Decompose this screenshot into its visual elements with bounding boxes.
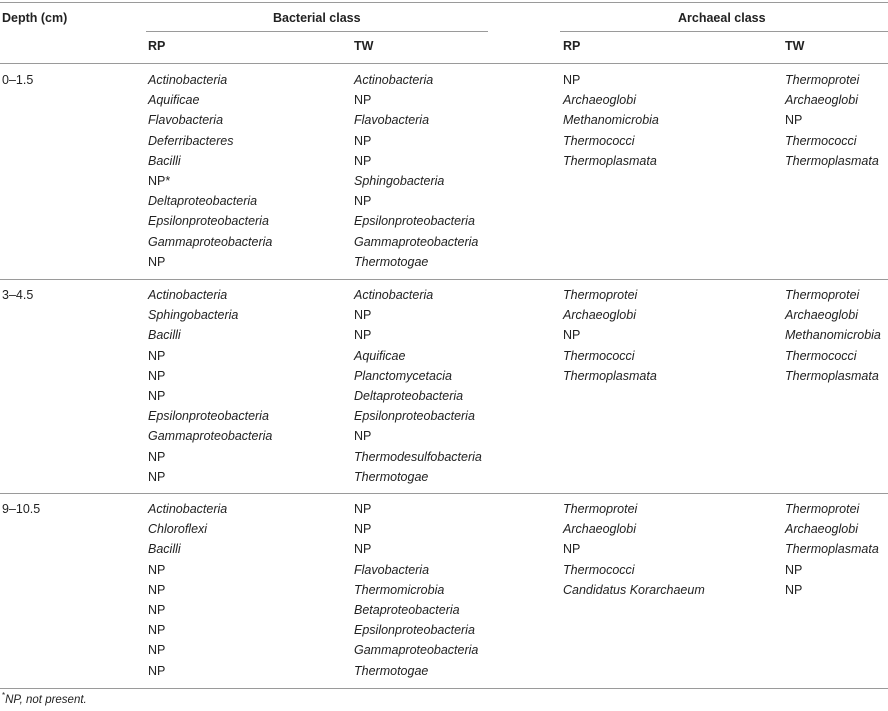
cell-bacterial-rp: NP bbox=[148, 664, 166, 678]
cell-bacterial-rp: NP* bbox=[148, 174, 171, 188]
cell-bacterial-tw: Sphingobacteria bbox=[354, 174, 445, 188]
cell-bacterial-rp: NP bbox=[148, 450, 166, 464]
cell-bacterial-tw: Thermotogae bbox=[354, 255, 429, 269]
cell-archaeal-rp: Candidatus Korarchaeum bbox=[563, 583, 705, 597]
cell-bacterial-rp: Deltaproteobacteria bbox=[148, 194, 258, 208]
archaeal-span-rule bbox=[560, 31, 888, 32]
bacterial-span-rule bbox=[146, 31, 488, 32]
cell-archaeal-tw: Archaeoglobi bbox=[785, 308, 858, 322]
footnote-text: NP, not present. bbox=[5, 694, 87, 706]
cell-bacterial-tw: Flavobacteria bbox=[354, 113, 430, 127]
cell-bacterial-tw: NP bbox=[354, 429, 372, 443]
cell-bacterial-rp: Bacilli bbox=[148, 542, 181, 556]
cell-bacterial-tw: Thermomicrobia bbox=[354, 583, 445, 597]
cell-bacterial-tw: Epsilonproteobacteria bbox=[354, 214, 475, 228]
cell-bacterial-tw: Deltaproteobacteria bbox=[354, 389, 464, 403]
cell-bacterial-rp: NP bbox=[148, 643, 166, 657]
cell-archaeal-tw: Thermoprotei bbox=[785, 288, 860, 302]
header-archaeal-class: Archaeal class bbox=[678, 11, 766, 25]
cell-archaeal-rp: Thermoprotei bbox=[563, 288, 638, 302]
group-separator-rule bbox=[0, 279, 888, 280]
cell-bacterial-tw: Epsilonproteobacteria bbox=[354, 409, 475, 423]
depth-label: 3–4.5 bbox=[2, 288, 34, 302]
cell-archaeal-tw: Methanomicrobia bbox=[785, 328, 881, 342]
cell-bacterial-rp: Aquificae bbox=[148, 93, 200, 107]
cell-bacterial-tw: Gammaproteobacteria bbox=[354, 235, 479, 249]
cell-bacterial-tw: Flavobacteria bbox=[354, 563, 430, 577]
table-top-rule bbox=[0, 2, 888, 3]
cell-bacterial-rp: Actinobacteria bbox=[148, 288, 228, 302]
cell-bacterial-rp: NP bbox=[148, 470, 166, 484]
cell-bacterial-rp: NP bbox=[148, 255, 166, 269]
cell-bacterial-rp: Chloroflexi bbox=[148, 522, 208, 536]
cell-archaeal-rp: Thermoplasmata bbox=[563, 369, 657, 383]
cell-bacterial-rp: Bacilli bbox=[148, 154, 181, 168]
subheader-bacterial-rp: RP bbox=[148, 39, 166, 53]
cell-archaeal-rp: Archaeoglobi bbox=[563, 93, 636, 107]
cell-bacterial-rp: Flavobacteria bbox=[148, 113, 224, 127]
cell-bacterial-rp: Bacilli bbox=[148, 328, 181, 342]
cell-archaeal-rp: Archaeoglobi bbox=[563, 522, 636, 536]
cell-bacterial-rp: Gammaproteobacteria bbox=[148, 235, 273, 249]
cell-bacterial-tw: Actinobacteria bbox=[354, 73, 434, 87]
header-bacterial-class: Bacterial class bbox=[273, 11, 361, 25]
cell-bacterial-tw: Gammaproteobacteria bbox=[354, 643, 479, 657]
footnote-marker: * bbox=[2, 691, 6, 701]
cell-bacterial-rp: NP bbox=[148, 349, 166, 363]
cell-bacterial-rp: NP bbox=[148, 369, 166, 383]
cell-bacterial-rp: Epsilonproteobacteria bbox=[148, 409, 269, 423]
cell-bacterial-tw: NP bbox=[354, 308, 372, 322]
cell-archaeal-rp: NP bbox=[563, 73, 581, 87]
cell-archaeal-rp: Thermoplasmata bbox=[563, 154, 657, 168]
cell-bacterial-rp: NP bbox=[148, 583, 166, 597]
cell-archaeal-rp: Archaeoglobi bbox=[563, 308, 636, 322]
cell-bacterial-rp: Actinobacteria bbox=[148, 502, 228, 516]
subheader-archaeal-rp: RP bbox=[563, 39, 581, 53]
cell-bacterial-tw: Thermodesulfobacteria bbox=[354, 450, 482, 464]
cell-archaeal-tw: Thermoplasmata bbox=[785, 542, 879, 556]
cell-bacterial-tw: NP bbox=[354, 93, 372, 107]
cell-archaeal-rp: Thermococci bbox=[563, 563, 635, 577]
header-depth: Depth (cm) bbox=[2, 11, 68, 25]
cell-archaeal-rp: NP bbox=[563, 542, 581, 556]
cell-bacterial-rp: Deferribacteres bbox=[148, 134, 234, 148]
cell-archaeal-tw: Thermoprotei bbox=[785, 73, 860, 87]
depth-label: 0–1.5 bbox=[2, 73, 34, 87]
cell-archaeal-rp: Thermoprotei bbox=[563, 502, 638, 516]
cell-bacterial-rp: Gammaproteobacteria bbox=[148, 429, 273, 443]
cell-bacterial-rp: NP bbox=[148, 623, 166, 637]
cell-archaeal-tw: Thermoprotei bbox=[785, 502, 860, 516]
cell-archaeal-rp: NP bbox=[563, 328, 581, 342]
cell-bacterial-rp: Sphingobacteria bbox=[148, 308, 239, 322]
cell-bacterial-rp: NP bbox=[148, 603, 166, 617]
cell-archaeal-tw: Archaeoglobi bbox=[785, 522, 858, 536]
cell-bacterial-tw: NP bbox=[354, 542, 372, 556]
cell-archaeal-tw: Archaeoglobi bbox=[785, 93, 858, 107]
cell-archaeal-tw: NP bbox=[785, 563, 803, 577]
cell-bacterial-tw: NP bbox=[354, 194, 372, 208]
cell-bacterial-rp: Actinobacteria bbox=[148, 73, 228, 87]
cell-archaeal-rp: Thermococci bbox=[563, 349, 635, 363]
cell-archaeal-tw: NP bbox=[785, 113, 803, 127]
cell-archaeal-rp: Methanomicrobia bbox=[563, 113, 659, 127]
cell-bacterial-tw: Betaproteobacteria bbox=[354, 603, 460, 617]
cell-bacterial-tw: NP bbox=[354, 328, 372, 342]
cell-archaeal-tw: Thermococci bbox=[785, 134, 857, 148]
cell-archaeal-tw: Thermoplasmata bbox=[785, 369, 879, 383]
cell-bacterial-tw: NP bbox=[354, 502, 372, 516]
cell-bacterial-tw: Thermotogae bbox=[354, 470, 429, 484]
subheader-bacterial-tw: TW bbox=[354, 39, 374, 53]
footnote bbox=[2, 691, 87, 706]
cell-archaeal-tw: Thermoplasmata bbox=[785, 154, 879, 168]
cell-bacterial-tw: Aquificae bbox=[354, 349, 406, 363]
cell-bacterial-tw: Epsilonproteobacteria bbox=[354, 623, 475, 637]
cell-bacterial-tw: Thermotogae bbox=[354, 664, 429, 678]
cell-bacterial-tw: NP bbox=[354, 134, 372, 148]
subheader-archaeal-tw: TW bbox=[785, 39, 805, 53]
table-bottom-rule bbox=[0, 688, 888, 689]
depth-label: 9–10.5 bbox=[2, 502, 41, 516]
cell-bacterial-tw: Planctomycetacia bbox=[354, 369, 452, 383]
cell-bacterial-tw: NP bbox=[354, 154, 372, 168]
cell-bacterial-tw: NP bbox=[354, 522, 372, 536]
group-separator-rule bbox=[0, 493, 888, 494]
cell-archaeal-tw: NP bbox=[785, 583, 803, 597]
cell-bacterial-rp: NP bbox=[148, 389, 166, 403]
cell-archaeal-rp: Thermococci bbox=[563, 134, 635, 148]
cell-bacterial-rp: Epsilonproteobacteria bbox=[148, 214, 269, 228]
cell-bacterial-tw: Actinobacteria bbox=[354, 288, 434, 302]
cell-archaeal-tw: Thermococci bbox=[785, 349, 857, 363]
cell-bacterial-rp: NP bbox=[148, 563, 166, 577]
header-bottom-rule bbox=[0, 63, 888, 64]
